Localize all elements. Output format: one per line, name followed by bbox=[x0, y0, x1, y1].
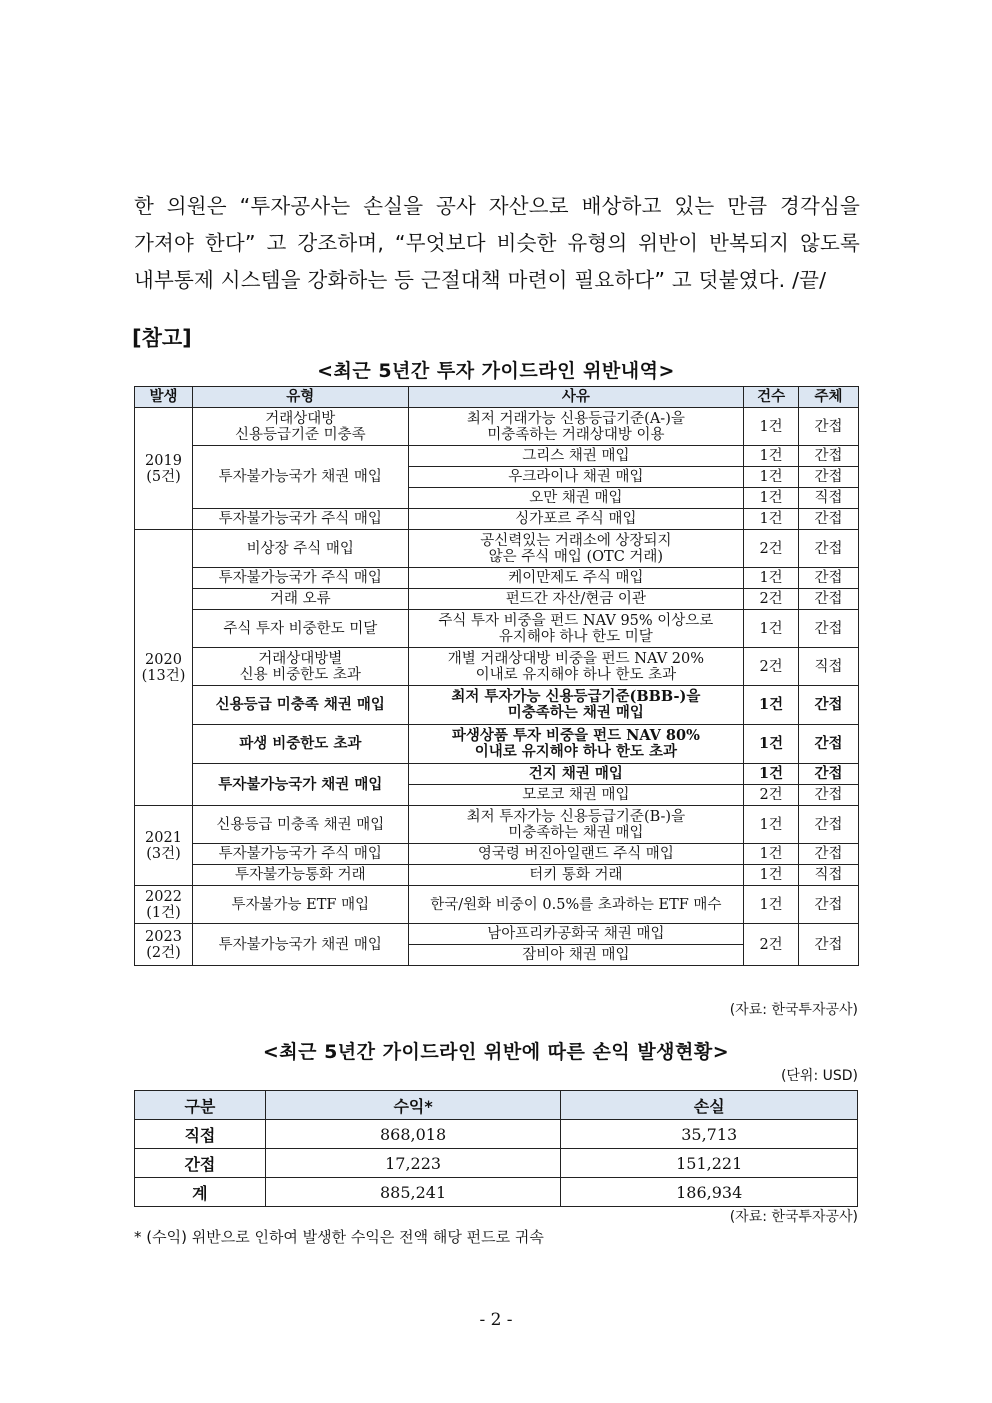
reason-cell: 오만 채권 매입 bbox=[408, 488, 743, 509]
actor-cell: 직접 bbox=[799, 865, 859, 886]
count-cell: 1건 bbox=[744, 844, 799, 865]
table1-title: <최근 5년간 투자 가이드라인 위반내역> bbox=[317, 360, 675, 382]
header-cell: 유형 bbox=[192, 387, 408, 408]
type-cell: 거래상대방별 신용 비중한도 초과 bbox=[192, 648, 408, 686]
table-row bbox=[135, 686, 859, 725]
actor-cell: 간접 bbox=[799, 924, 859, 966]
loss-cell: 186,934 bbox=[561, 1178, 858, 1207]
type-cell: 신용등급 미충족 채권 매입 bbox=[192, 806, 408, 844]
table-row bbox=[135, 764, 859, 785]
header-cell: 주체 bbox=[799, 387, 859, 408]
reason-cell: 개별 거래상대방 비중을 펀드 NAV 20% 이내로 유지해야 하나 한도 초과 bbox=[408, 648, 743, 686]
reason-cell: 최저 거래가능 신용등급기준(A-)을 미충족하는 거래상대방 이용 bbox=[408, 408, 743, 446]
actor-cell: 간접 bbox=[799, 530, 859, 568]
table-row bbox=[135, 589, 859, 610]
actor-cell: 간접 bbox=[799, 844, 859, 865]
reason-cell: 싱가포르 주식 매입 bbox=[408, 509, 743, 530]
count-cell: 1건 bbox=[744, 509, 799, 530]
table-row bbox=[135, 610, 859, 648]
actor-cell: 간접 bbox=[799, 467, 859, 488]
reason-cell: 건지 채권 매입 bbox=[408, 764, 743, 785]
actor-cell: 간접 bbox=[799, 568, 859, 589]
reason-cell: 한국/원화 비중이 0.5%를 초과하는 ETF 매수 bbox=[408, 886, 743, 924]
type-cell: 파생 비중한도 초과 bbox=[192, 725, 408, 764]
reason-cell: 잠비아 채권 매입 bbox=[408, 945, 743, 966]
actor-cell: 간접 bbox=[799, 509, 859, 530]
profit-cell: 17,223 bbox=[265, 1149, 561, 1178]
type-cell: 비상장 주식 매입 bbox=[192, 530, 408, 568]
reason-cell: 우크라이나 채권 매입 bbox=[408, 467, 743, 488]
header-cell: 건수 bbox=[744, 387, 799, 408]
table-row bbox=[135, 446, 859, 467]
paragraph-line: 한 의원은 “투자공사는 손실을 공사 자산으로 배상하고 있는 만큼 경각심을 bbox=[134, 194, 860, 218]
count-cell: 1건 bbox=[744, 467, 799, 488]
reason-cell: 최저 투자가능 신용등급기준(BBB-)을 미충족하는 채권 매입 bbox=[408, 686, 743, 725]
row-label: 간접 bbox=[135, 1149, 266, 1178]
type-cell: 투자불가능국가 채권 매입 bbox=[192, 446, 408, 509]
reason-cell: 영국령 버진아일랜드 주식 매입 bbox=[408, 844, 743, 865]
paragraph-line: 내부통제 시스템을 강화하는 등 근절대책 마련이 필요하다” 고 덧붙였다. /끝/ bbox=[134, 268, 827, 292]
actor-cell: 간접 bbox=[799, 785, 859, 806]
count-cell: 2건 bbox=[744, 589, 799, 610]
paragraph-line: 가져야 한다” 고 강조하며, “무엇보다 비슷한 유형의 위반이 반복되지 않도록 bbox=[134, 231, 860, 255]
row-label: 계 bbox=[135, 1178, 266, 1207]
table-row bbox=[135, 806, 859, 844]
type-cell: 투자불가능국가 주식 매입 bbox=[192, 844, 408, 865]
count-cell: 1건 bbox=[744, 408, 799, 446]
reason-cell: 최저 투자가능 신용등급기준(B-)을 미충족하는 채권 매입 bbox=[408, 806, 743, 844]
table-row bbox=[135, 530, 859, 568]
violations-table bbox=[134, 386, 859, 966]
count-cell: 1건 bbox=[744, 725, 799, 764]
year-cell: 2023 (2건) bbox=[135, 924, 193, 966]
table-row bbox=[135, 1120, 858, 1149]
count-cell: 1건 bbox=[744, 568, 799, 589]
reason-cell: 그리스 채권 매입 bbox=[408, 446, 743, 467]
table2-source: (자료: 한국투자공사) bbox=[729, 1209, 858, 1225]
type-cell: 투자불가능 ETF 매입 bbox=[192, 886, 408, 924]
count-cell: 1건 bbox=[744, 806, 799, 844]
count-cell: 2건 bbox=[744, 785, 799, 806]
table-row bbox=[135, 725, 859, 764]
actor-cell: 간접 bbox=[799, 764, 859, 785]
profit-cell: 885,241 bbox=[265, 1178, 561, 1207]
count-cell: 1건 bbox=[744, 686, 799, 725]
year-cell: 2019 (5건) bbox=[135, 408, 193, 530]
count-cell: 2건 bbox=[744, 924, 799, 966]
reason-cell: 터키 통화 거래 bbox=[408, 865, 743, 886]
table-row bbox=[135, 886, 859, 924]
table-row bbox=[135, 1149, 858, 1178]
table-row bbox=[135, 844, 859, 865]
header-cell: 수익* bbox=[265, 1091, 561, 1120]
table-row bbox=[135, 924, 859, 945]
count-cell: 1건 bbox=[744, 488, 799, 509]
count-cell: 2건 bbox=[744, 648, 799, 686]
table-row bbox=[135, 1178, 858, 1207]
year-cell: 2021 (3건) bbox=[135, 806, 193, 886]
table-row bbox=[135, 865, 859, 886]
reference-label: [참고] bbox=[132, 326, 192, 350]
actor-cell: 간접 bbox=[799, 589, 859, 610]
type-cell: 신용등급 미충족 채권 매입 bbox=[192, 686, 408, 725]
reason-cell: 모로코 채권 매입 bbox=[408, 785, 743, 806]
actor-cell: 간접 bbox=[799, 610, 859, 648]
actor-cell: 간접 bbox=[799, 686, 859, 725]
table-row bbox=[135, 648, 859, 686]
table-row bbox=[135, 408, 859, 446]
header-cell: 손실 bbox=[561, 1091, 858, 1120]
table-row bbox=[135, 509, 859, 530]
table2-title: <최근 5년간 가이드라인 위반에 따른 손익 발생현황> bbox=[262, 1041, 730, 1063]
actor-cell: 간접 bbox=[799, 408, 859, 446]
year-cell: 2020 (13건) bbox=[135, 530, 193, 806]
footnote: * (수익) 위반으로 인하여 발생한 수익은 전액 해당 펀드로 귀속 bbox=[134, 1228, 544, 1246]
type-cell: 거래 오류 bbox=[192, 589, 408, 610]
actor-cell: 간접 bbox=[799, 446, 859, 467]
actor-cell: 직접 bbox=[799, 488, 859, 509]
page-number: - 2 - bbox=[479, 1310, 513, 1330]
type-cell: 투자불가능국가 채권 매입 bbox=[192, 924, 408, 966]
reason-cell: 케이만제도 주식 매입 bbox=[408, 568, 743, 589]
table1-source: (자료: 한국투자공사) bbox=[729, 1002, 858, 1018]
actor-cell: 간접 bbox=[799, 806, 859, 844]
count-cell: 1건 bbox=[744, 610, 799, 648]
header-cell: 사유 bbox=[408, 387, 743, 408]
type-cell: 투자불가능국가 주식 매입 bbox=[192, 568, 408, 589]
reason-cell: 주식 투자 비중을 펀드 NAV 95% 이상으로 유지해야 하나 한도 미달 bbox=[408, 610, 743, 648]
actor-cell: 간접 bbox=[799, 886, 859, 924]
count-cell: 1건 bbox=[744, 886, 799, 924]
table-header-row bbox=[135, 387, 859, 408]
profit-loss-table bbox=[134, 1090, 858, 1207]
year-cell: 2022 (1건) bbox=[135, 886, 193, 924]
count-cell: 2건 bbox=[744, 530, 799, 568]
type-cell: 거래상대방 신용등급기준 미충족 bbox=[192, 408, 408, 446]
header-cell: 발생 bbox=[135, 387, 193, 408]
reason-cell: 남아프리카공화국 채권 매입 bbox=[408, 924, 743, 945]
loss-cell: 151,221 bbox=[561, 1149, 858, 1178]
reason-cell: 공신력있는 거래소에 상장되지 않은 주식 매입 (OTC 거래) bbox=[408, 530, 743, 568]
type-cell: 투자불가능통화 거래 bbox=[192, 865, 408, 886]
profit-cell: 868,018 bbox=[265, 1120, 561, 1149]
type-cell: 주식 투자 비중한도 미달 bbox=[192, 610, 408, 648]
actor-cell: 직접 bbox=[799, 648, 859, 686]
reason-cell: 펀드간 자산/현금 이관 bbox=[408, 589, 743, 610]
count-cell: 1건 bbox=[744, 446, 799, 467]
table-header-row bbox=[135, 1091, 858, 1120]
body-paragraph bbox=[134, 188, 860, 299]
count-cell: 1건 bbox=[744, 764, 799, 785]
count-cell: 1건 bbox=[744, 865, 799, 886]
type-cell: 투자불가능국가 주식 매입 bbox=[192, 509, 408, 530]
row-label: 직접 bbox=[135, 1120, 266, 1149]
type-cell: 투자불가능국가 채권 매입 bbox=[192, 764, 408, 806]
reason-cell: 파생상품 투자 비중을 펀드 NAV 80% 이내로 유지해야 하나 한도 초과 bbox=[408, 725, 743, 764]
header-cell: 구분 bbox=[135, 1091, 266, 1120]
table2-unit: (단위: USD) bbox=[780, 1068, 858, 1084]
loss-cell: 35,713 bbox=[561, 1120, 858, 1149]
table-row bbox=[135, 568, 859, 589]
actor-cell: 간접 bbox=[799, 725, 859, 764]
